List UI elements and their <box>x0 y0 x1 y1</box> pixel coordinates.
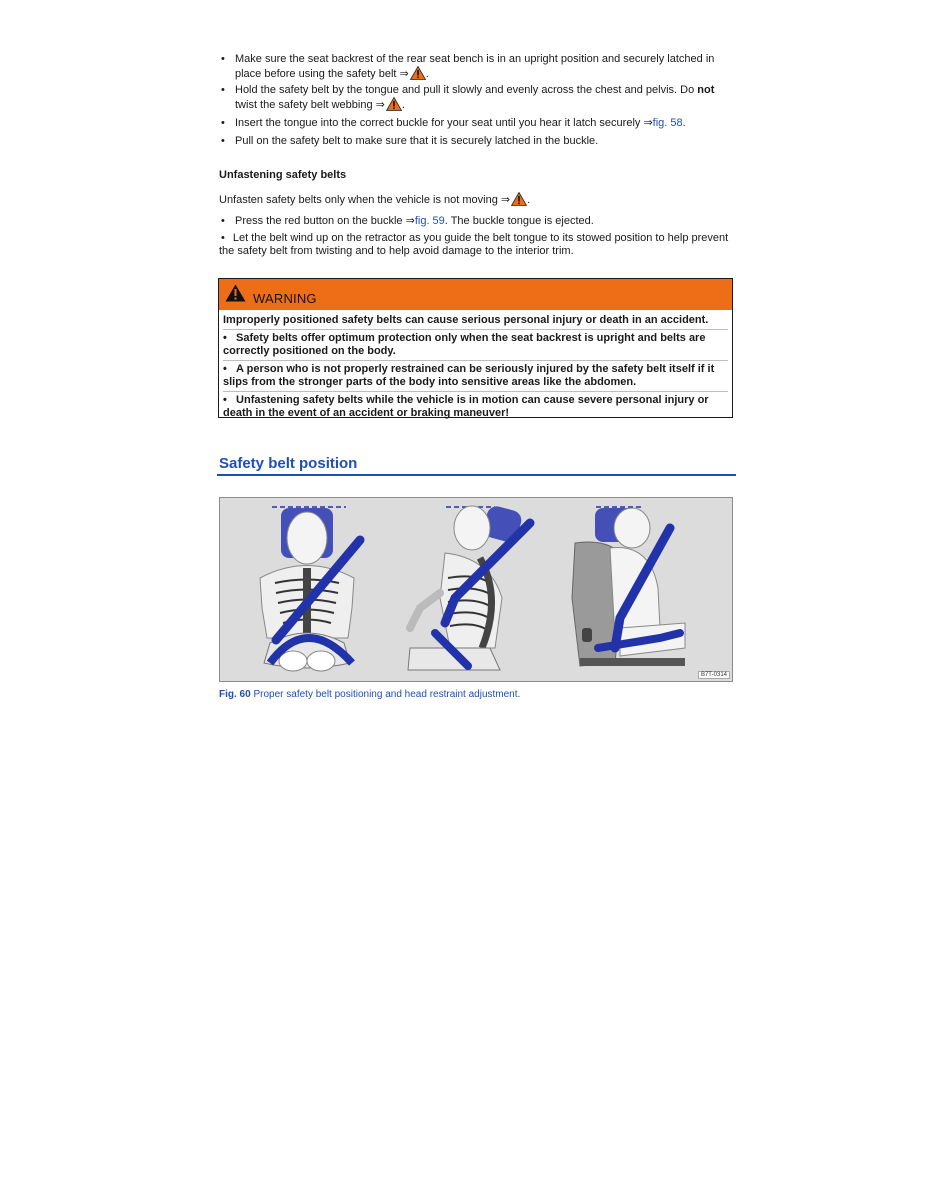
bullet-text: Let the belt wind up on the retractor as you guide the belt tongue to its stowed position to help prevent the safety belt from twisting and to help avoid damage to the interior trim. <box>219 232 729 257</box>
warning-item: • Safety belts offer optimum protection only when the seat backrest is upright and belts are correctly positioned on the body. <box>223 330 728 361</box>
instructions-top <box>219 53 735 148</box>
bullet-text: Make sure the seat backrest of the rear seat bench is in an upright position and securely latched in place before using the safety belt ⇒ <box>235 53 715 80</box>
list-item: • Pull on the safety belt to make sure that it is securely latched in the buckle. <box>221 135 599 147</box>
fig-58-link[interactable]: fig. 58 <box>652 117 683 129</box>
warning-box <box>218 278 733 418</box>
bullet-text-end: . <box>682 117 686 129</box>
bullet-text-end: twist the safety belt webbing ⇒ <box>235 99 385 111</box>
list-item: • Let the belt wind up on the retractor as you guide the belt tongue to its stowed position to help prevent the safety belt from twisting and to help avoid damage to the interior trim. <box>219 232 729 257</box>
bullet-text-end: . The buckle tongue is ejected. <box>444 215 594 227</box>
warning-item: • A person who is not properly restrained can be seriously injured by the safety belt itself if it slips from the stronger parts of the body into sensitive areas like the abdomen. <box>223 361 728 392</box>
unfasten-section <box>219 169 735 258</box>
list-item: • Make sure the seat backrest of the rear seat bench is in an upright position and securely latched in place before using the safety belt ⇒ . <box>221 53 715 80</box>
section-title: Safety belt position <box>219 455 358 472</box>
warning-item-text: Safety belts offer optimum protection only when the seat backrest is upright and belts are correctly positioned on the body. <box>223 332 706 357</box>
intro-text: Unfasten safety belts only when the vehicle is not moving ⇒ <box>219 194 511 206</box>
caption-text: Proper safety belt positioning and head restraint adjustment. <box>250 689 521 700</box>
front-view-figure <box>260 507 360 671</box>
belt-illustration <box>220 498 732 681</box>
unfasten-heading: Unfastening safety belts <box>219 169 347 181</box>
bullet-text: Insert the tongue into the correct buckle for your seat until you hear it latch securely ⇒ <box>235 117 653 129</box>
warning-triangle-icon <box>386 97 402 111</box>
warning-triangle-icon <box>410 66 426 80</box>
warning-triangle-icon <box>225 284 246 302</box>
seated-view-figure <box>572 507 685 666</box>
warning-item-text: Unfastening safety belts while the vehicle is in motion can cause severe personal injury or death in the event of an accident or braking maneuver! <box>223 394 709 419</box>
fig-59-link[interactable]: fig. 59 <box>414 215 445 227</box>
unfasten-intro: Unfasten safety belts only when the vehicle is not moving ⇒ . <box>219 194 531 206</box>
bullet-text: Press the red button on the buckle ⇒ <box>235 215 415 227</box>
warning-item-text: A person who is not properly restrained can be seriously injured by the safety belt itself if it slips from the stronger parts of the body into sensitive areas like the abdomen. <box>223 363 715 388</box>
warning-body <box>219 310 732 422</box>
figure-caption <box>219 689 520 700</box>
bullet-text: Pull on the safety belt to make sure that it is securely latched in the buckle. <box>235 135 599 147</box>
warning-title: WARNING <box>253 291 317 306</box>
warning-item: • Unfastening safety belts while the vehicle is in motion can cause severe personal injury or death in the event of an accident or braking maneuver! <box>223 394 709 419</box>
section-divider <box>217 474 736 476</box>
warning-header <box>219 279 732 310</box>
figure-code: B7T-0314 <box>698 671 730 679</box>
list-item: • Insert the tongue into the correct buckle for your seat until you hear it latch securely ⇒fig. 58. <box>221 117 686 129</box>
side-view-figure <box>408 504 530 670</box>
caption-number: Fig. 60 <box>219 689 251 700</box>
warning-lead: Improperly positioned safety belts can cause serious personal injury or death in an accident. <box>223 312 728 330</box>
bullet-text: Hold the safety belt by the tongue and pull it slowly and evenly across the chest and pelvis. Do <box>235 84 698 96</box>
list-item: • Hold the safety belt by the tongue and pull it slowly and evenly across the chest and pelvis. Do not twist the safety belt webbing ⇒ . <box>221 84 715 111</box>
belt-position-figure <box>219 497 733 682</box>
list-item: • Press the red button on the buckle ⇒fig. 59. The buckle tongue is ejected. <box>221 215 594 227</box>
bold-text: not <box>697 84 715 96</box>
warning-triangle-icon <box>511 192 527 206</box>
